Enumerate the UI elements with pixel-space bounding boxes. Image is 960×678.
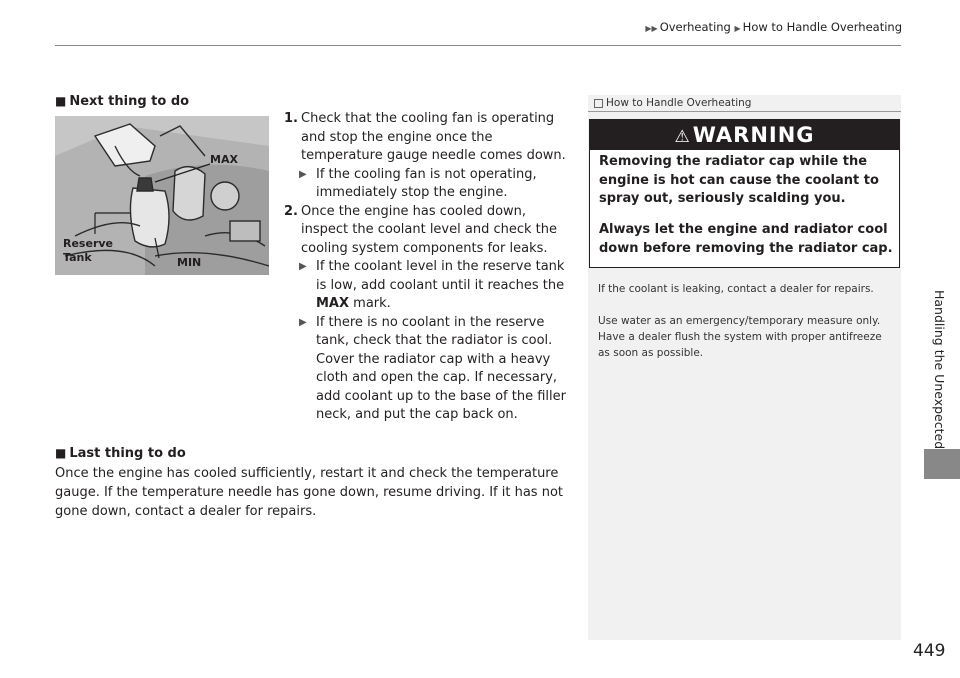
breadcrumb-arrow-icon: ▶ <box>734 24 741 33</box>
breadcrumb-current: How to Handle Overheating <box>742 20 902 34</box>
breadcrumb-parent[interactable]: Overheating <box>659 20 731 34</box>
sub-step-arrow-icon: ▶ <box>299 168 307 180</box>
side-tab-marker <box>924 449 960 479</box>
figure-label-tank: Tank <box>63 251 92 264</box>
panel-note-1: If the coolant is leaking, contact a dealer for repairs. <box>598 283 874 295</box>
step-1-substep: ▶ If the cooling fan is not operating, immediately stop the engine. <box>299 166 537 200</box>
panel-note-2: Use water as an emergency/temporary measure only. Have a dealer flush the system with proper antifreeze as soon as possible. <box>598 315 882 359</box>
step-2-substep-1: ▶ If the coolant level in the reserve tank is low, add coolant until it reaches the MAX mark. <box>299 259 565 311</box>
figure-label-reserve: Reserve <box>63 237 113 250</box>
figure-label-min: MIN <box>177 256 202 269</box>
panel-title: How to Handle Overheating <box>594 97 751 109</box>
step-1: 1. Check that the cooling fan is operating and stop the engine once the temperature gauge needle comes down. <box>284 111 566 163</box>
step-2: 2. Once the engine has cooled down, inspect the coolant level and check the cooling system components for leaks. <box>284 203 557 256</box>
panel-rule <box>588 111 901 112</box>
sub-step-arrow-icon: ▶ <box>299 316 307 328</box>
header-rule <box>55 45 901 46</box>
section-heading-next: ■ Next thing to do <box>55 94 190 109</box>
figure-label-max: MAX <box>210 153 238 166</box>
sub-step-arrow-icon: ▶ <box>299 261 307 272</box>
step-2-substep-2: ▶ If there is no coolant in the reserve tank, check that the radiator is cool. Cover the radiator cap with a heavy cloth and open the cap. If necessary, add coolant up to the base of the filler neck, and put the cap back on. <box>299 314 566 422</box>
page-number: 449 <box>913 641 946 661</box>
warning-text-1: Removing the radiator cap while the engine is hot can cause the coolant to spray out, seriously scalding you. <box>599 154 879 206</box>
side-tab-label: Handling the Unexpected <box>932 290 947 450</box>
last-thing-body: Once the engine has cooled sufficiently, restart it and check the temperature gauge. If the temperature needle has gone down, resume driving. If it has not gone down, contact a dealer for repairs. <box>55 466 564 519</box>
warning-triangle-icon: ⚠ <box>674 127 691 147</box>
warning-text-2: Always let the engine and radiator cool down before removing the radiator cap. <box>599 222 893 256</box>
engine-bay-illustration <box>55 116 269 275</box>
breadcrumb <box>645 20 902 34</box>
procedure-steps <box>284 110 569 425</box>
engine-bay-figure <box>55 116 269 275</box>
section-heading-last: ■ Last thing to do <box>55 446 186 461</box>
reference-icon <box>594 99 603 108</box>
warning-box <box>589 119 900 268</box>
breadcrumb-arrow-icon: ▶▶ <box>645 24 658 33</box>
warning-header: ⚠WARNING <box>590 120 899 150</box>
